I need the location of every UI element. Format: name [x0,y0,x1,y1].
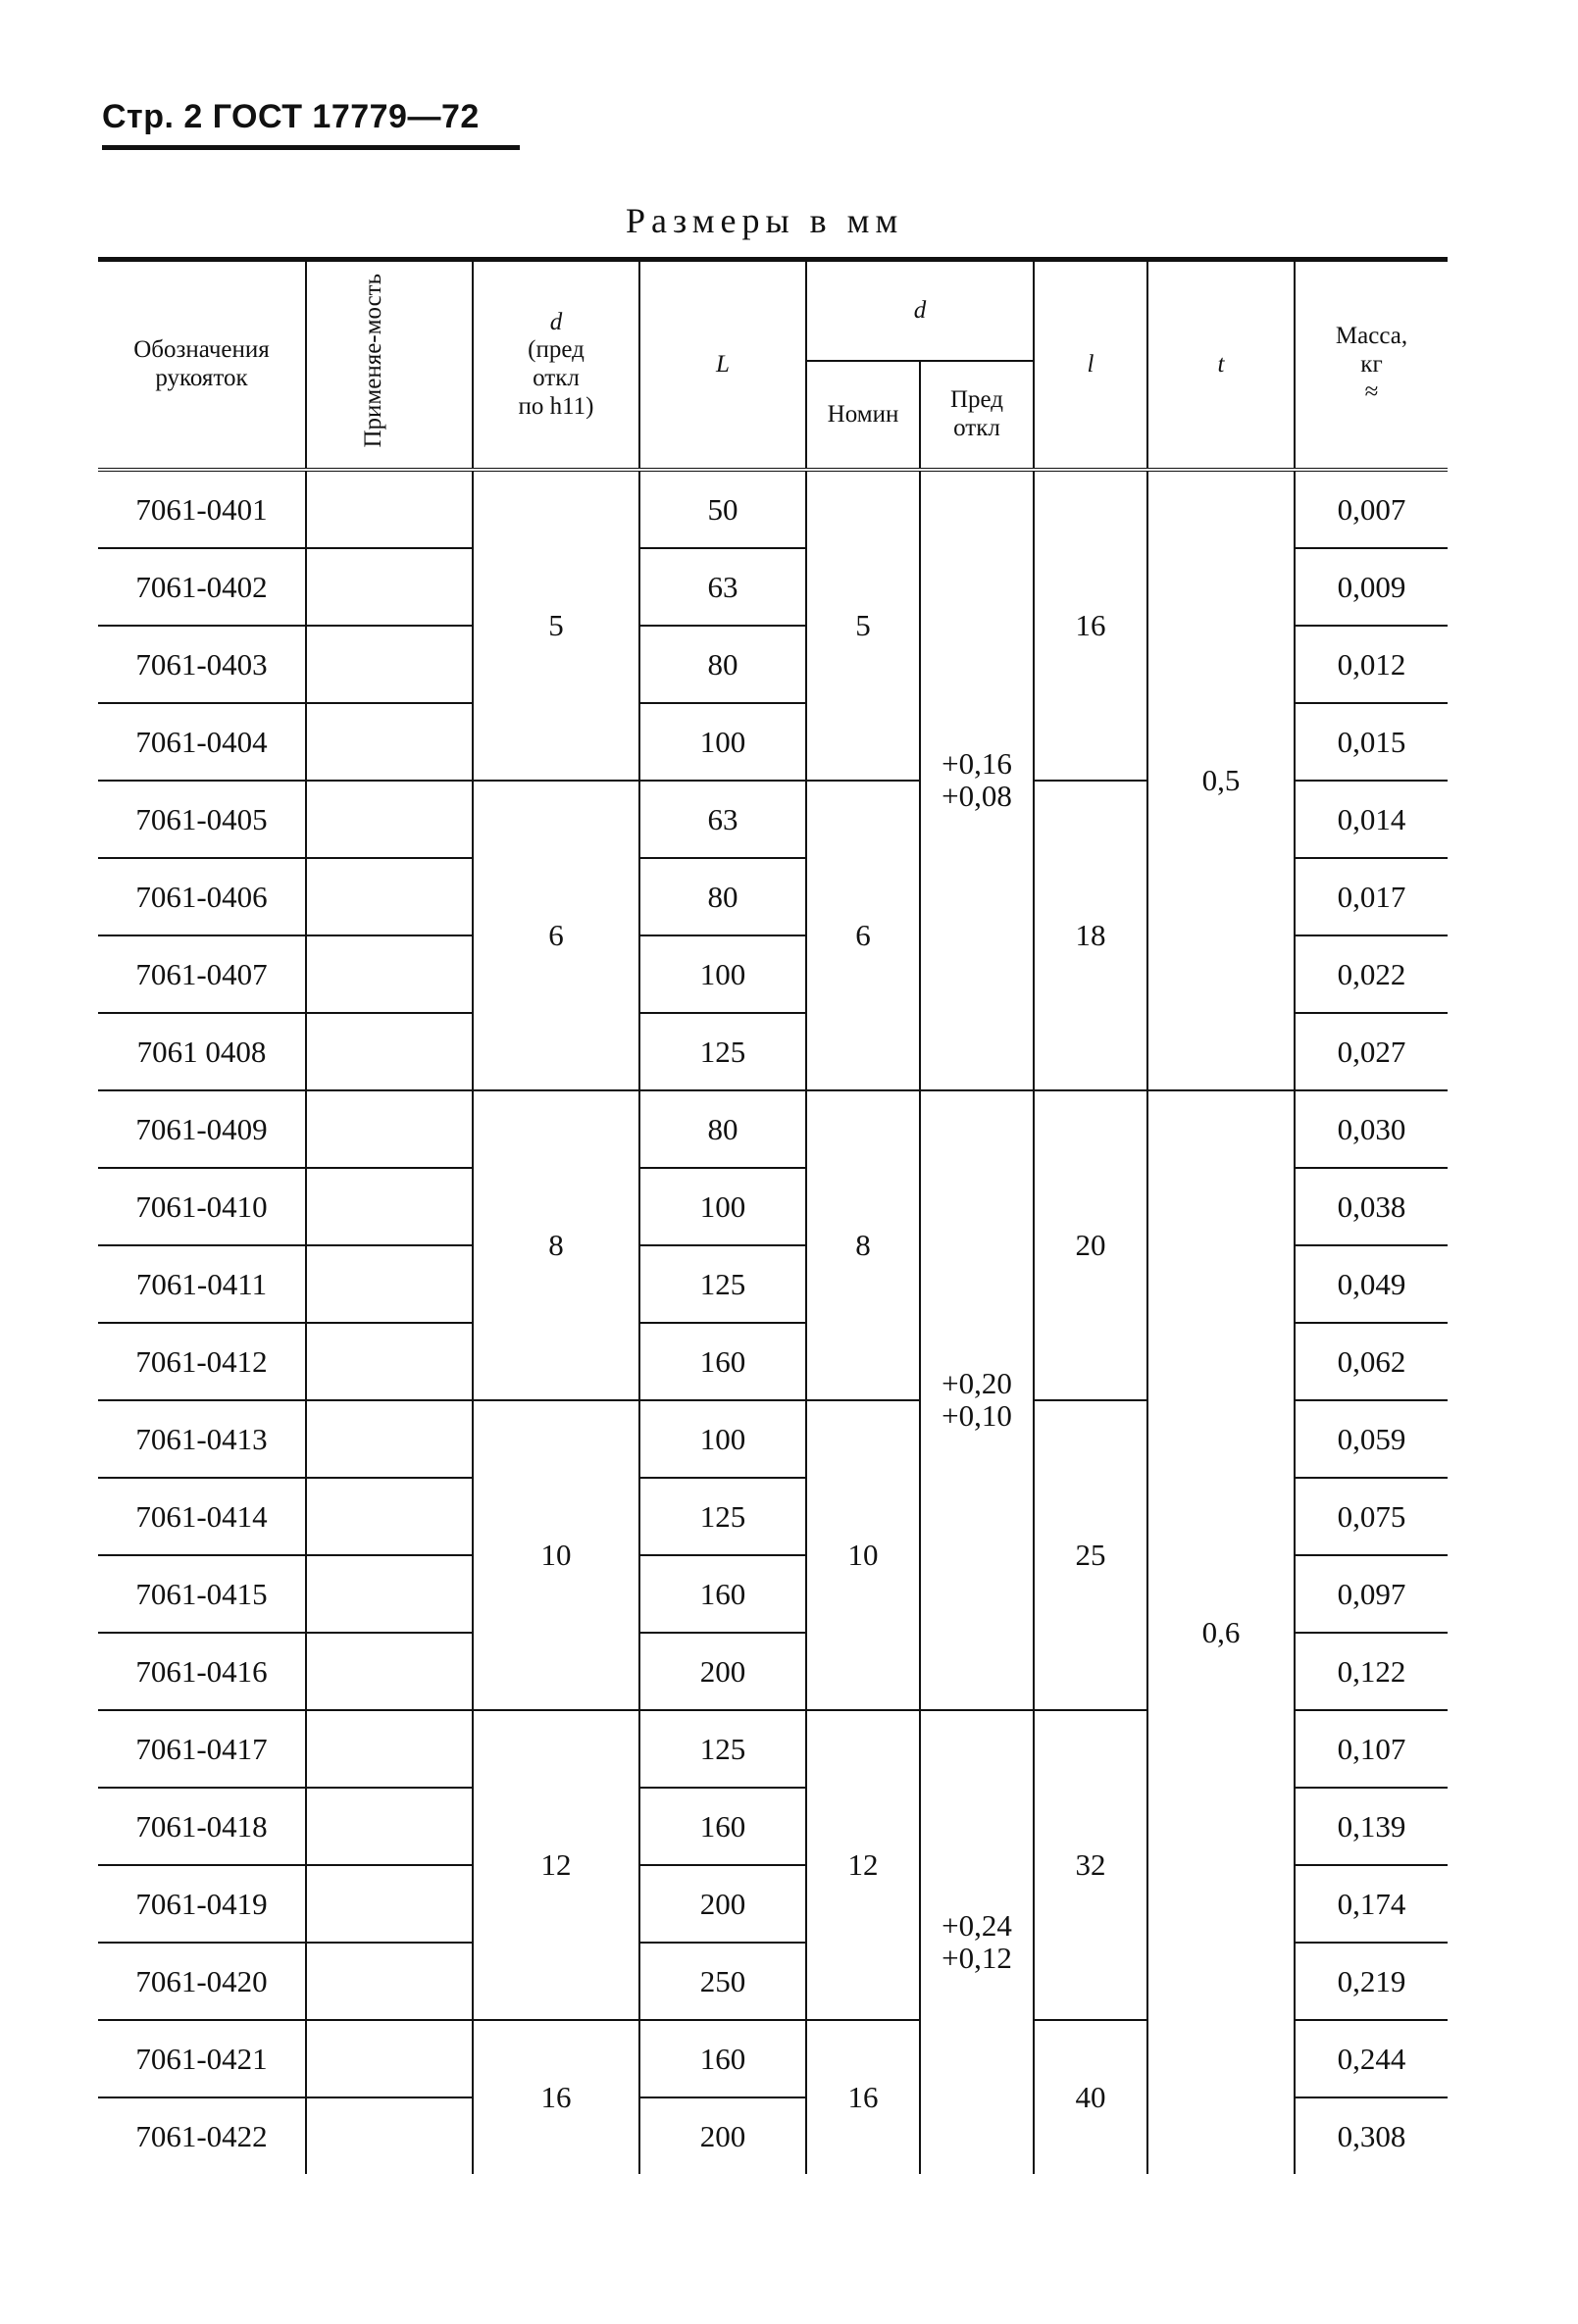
cell-t: 0,5 [1147,470,1295,1090]
table-caption: Размеры в мм [626,201,904,240]
cell-mass: 0,059 [1295,1400,1448,1478]
cell-mass: 0,075 [1295,1478,1448,1555]
cell-t: 0,6 [1147,1090,1295,2174]
page-header: Стр. 2 ГОСТ 17779—72 [102,98,480,135]
cell-L: 200 [639,2097,806,2174]
cell-d-tol: +0,16 +0,08 [920,470,1034,1090]
header-d-nom: Номин [806,361,920,470]
cell-mass: 0,009 [1295,548,1448,626]
cell-mass: 0,014 [1295,781,1448,858]
cell-L: 80 [639,858,806,935]
header-d-shaft: d (пред откл по h11) [473,260,639,471]
cell-L: 200 [639,1633,806,1710]
cell-d-nom: 5 [806,470,920,781]
cell-designation: 7061-0421 [98,2020,306,2097]
cell-applicability [306,1400,473,1478]
cell-mass: 0,097 [1295,1555,1448,1633]
cell-designation: 7061-0401 [98,470,306,548]
cell-L: 50 [639,470,806,548]
cell-applicability [306,1323,473,1400]
cell-d-tol: +0,20 +0,10 [920,1090,1034,1710]
cell-applicability [306,548,473,626]
cell-l: 32 [1034,1710,1147,2020]
cell-l: 18 [1034,781,1147,1090]
cell-applicability [306,935,473,1013]
cell-applicability [306,1245,473,1323]
cell-mass: 0,107 [1295,1710,1448,1788]
cell-designation: 7061-0412 [98,1323,306,1400]
cell-designation: 7061-0414 [98,1478,306,1555]
cell-applicability [306,781,473,858]
cell-L: 80 [639,626,806,703]
cell-L: 100 [639,1168,806,1245]
header-L: L [639,260,806,471]
cell-mass: 0,244 [1295,2020,1448,2097]
cell-L: 160 [639,2020,806,2097]
cell-applicability [306,1168,473,1245]
cell-applicability [306,1788,473,1865]
cell-designation: 7061-0419 [98,1865,306,1943]
cell-mass: 0,012 [1295,626,1448,703]
cell-L: 63 [639,548,806,626]
cell-applicability [306,1478,473,1555]
cell-mass: 0,062 [1295,1323,1448,1400]
cell-applicability [306,2097,473,2174]
cell-d-shaft: 12 [473,1710,639,2020]
cell-mass: 0,022 [1295,935,1448,1013]
cell-mass: 0,049 [1295,1245,1448,1323]
cell-designation: 7061-0406 [98,858,306,935]
cell-designation: 7061-0402 [98,548,306,626]
cell-L: 100 [639,703,806,781]
cell-designation: 7061-0418 [98,1788,306,1865]
cell-L: 100 [639,1400,806,1478]
cell-applicability [306,626,473,703]
header-mass: Масса, кг ≈ [1295,260,1448,471]
cell-L: 125 [639,1478,806,1555]
cell-d-nom: 10 [806,1400,920,1710]
cell-d-shaft: 6 [473,781,639,1090]
cell-d-shaft: 16 [473,2020,639,2174]
cell-designation: 7061-0413 [98,1400,306,1478]
cell-applicability [306,1943,473,2020]
cell-d-nom: 6 [806,781,920,1090]
cell-applicability [306,703,473,781]
table-row [98,1090,1448,1168]
cell-d-tol: +0,24 +0,12 [920,1710,1034,2174]
cell-L: 160 [639,1788,806,1865]
header-d-hole: d [806,260,1034,362]
table-body [98,470,1448,2174]
header-designation: Обозначения рукояток [98,260,306,471]
cell-mass: 0,030 [1295,1090,1448,1168]
cell-L: 125 [639,1013,806,1090]
cell-l: 16 [1034,470,1147,781]
cell-designation: 7061-0403 [98,626,306,703]
cell-applicability [306,1633,473,1710]
cell-L: 200 [639,1865,806,1943]
cell-designation: 7061-0411 [98,1245,306,1323]
cell-designation: 7061-0404 [98,703,306,781]
cell-designation: 7061-0407 [98,935,306,1013]
cell-L: 100 [639,935,806,1013]
cell-designation: 7061-0416 [98,1633,306,1710]
cell-mass: 0,139 [1295,1788,1448,1865]
cell-L: 125 [639,1245,806,1323]
cell-mass: 0,027 [1295,1013,1448,1090]
cell-designation: 7061-0422 [98,2097,306,2174]
header-l: l [1034,260,1147,471]
cell-applicability [306,2020,473,2097]
cell-mass: 0,015 [1295,703,1448,781]
cell-applicability [306,470,473,548]
cell-applicability [306,1865,473,1943]
cell-designation: 7061-0409 [98,1090,306,1168]
cell-mass: 0,038 [1295,1168,1448,1245]
cell-designation: 7061-0415 [98,1555,306,1633]
cell-d-nom: 8 [806,1090,920,1400]
cell-designation: 7061 0408 [98,1013,306,1090]
header-applicability: Применяе-мость [306,260,473,471]
cell-L: 63 [639,781,806,858]
cell-applicability [306,1090,473,1168]
cell-l: 25 [1034,1400,1147,1710]
table-row [98,470,1448,548]
cell-l: 20 [1034,1090,1147,1400]
cell-d-shaft: 5 [473,470,639,781]
cell-L: 160 [639,1555,806,1633]
cell-d-nom: 16 [806,2020,920,2174]
cell-applicability [306,1555,473,1633]
header-d-tol: Пред откл [920,361,1034,470]
cell-designation: 7061-0417 [98,1710,306,1788]
cell-mass: 0,308 [1295,2097,1448,2174]
cell-applicability [306,858,473,935]
cell-mass: 0,174 [1295,1865,1448,1943]
cell-d-nom: 12 [806,1710,920,2020]
cell-L: 125 [639,1710,806,1788]
cell-applicability [306,1013,473,1090]
cell-mass: 0,122 [1295,1633,1448,1710]
cell-l: 40 [1034,2020,1147,2174]
cell-L: 80 [639,1090,806,1168]
header-rule [102,145,520,150]
cell-L: 250 [639,1943,806,2020]
dimensions-table [98,257,1448,2174]
cell-d-shaft: 10 [473,1400,639,1710]
cell-designation: 7061-0410 [98,1168,306,1245]
cell-designation: 7061-0405 [98,781,306,858]
cell-mass: 0,017 [1295,858,1448,935]
cell-d-shaft: 8 [473,1090,639,1400]
cell-L: 160 [639,1323,806,1400]
cell-mass: 0,007 [1295,470,1448,548]
cell-mass: 0,219 [1295,1943,1448,2020]
header-t: t [1147,260,1295,471]
cell-applicability [306,1710,473,1788]
cell-designation: 7061-0420 [98,1943,306,2020]
